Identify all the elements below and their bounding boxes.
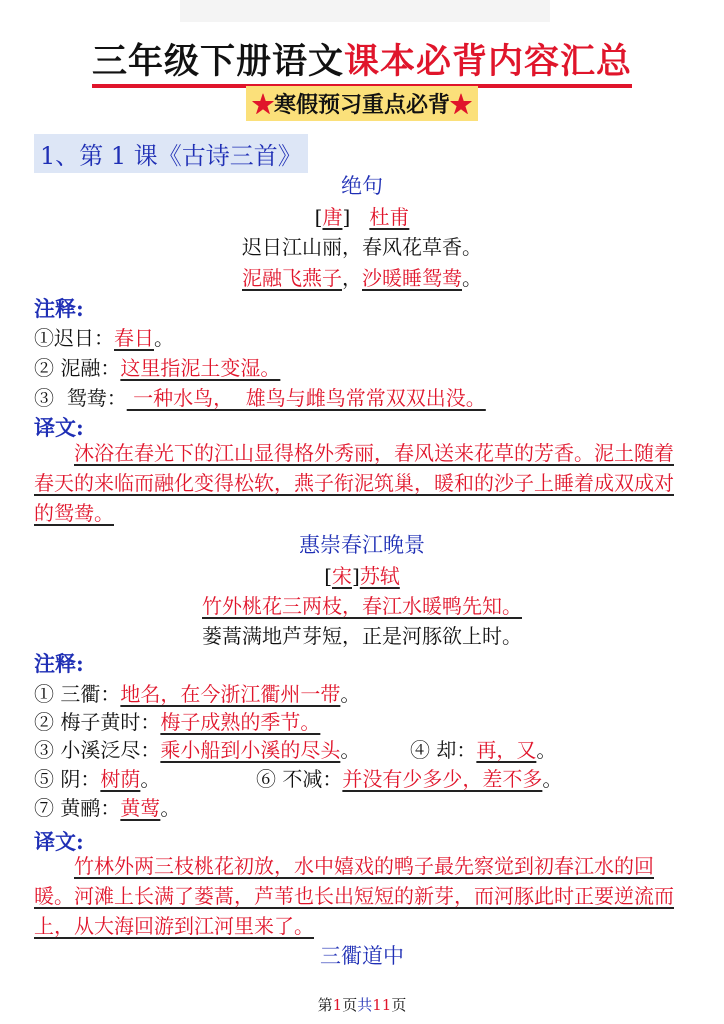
poem-line-sep: ， (342, 266, 362, 290)
title-red: 课本必背内容汇总 (344, 41, 633, 82)
poem-line-part: 沙暖睡鸳鸯 (362, 266, 462, 290)
note-term: ② 梅子黄时： (34, 710, 161, 734)
poem-title: 三衢道中 (320, 944, 404, 968)
note-definition: 树荫 (100, 767, 141, 791)
total-pages: 11 (372, 996, 392, 1014)
note-term: ① 三衢： (34, 682, 121, 706)
title-black: 三年级下册语文 (91, 41, 344, 82)
note-item (410, 734, 610, 763)
note-item (34, 678, 684, 707)
footer-text: 第 (317, 996, 333, 1014)
poem-line: 蒌蒿满地芦芽短，正是河豚欲上时。 (202, 624, 522, 648)
star-icon: ★ (450, 92, 473, 118)
note-item (34, 382, 684, 411)
note-term: ⑦ 黄鹂： (34, 796, 121, 820)
note-definition: 黄莺 (120, 796, 161, 820)
poem-author: 杜甫 (369, 205, 410, 229)
note-term: ④ 却： (410, 738, 477, 762)
note-definition: 并没有少多少，差不多 (342, 767, 543, 791)
note-definition: 一种水鸟， 雄鸟与雌鸟常常双双出没。 (126, 386, 486, 410)
poem-line-part: 泥融飞燕子 (242, 266, 342, 290)
translation-label: 译文: (34, 829, 84, 854)
footer-text: 页 (391, 996, 407, 1014)
note-definition: 地名，在今浙江衢州一带 (120, 682, 341, 706)
translation-text (34, 851, 684, 941)
poem-dynasty: 唐 (322, 205, 343, 229)
section-heading: 1、第 1 课《古诗三首》 (34, 134, 308, 173)
note-end: 。 (536, 738, 557, 762)
note-end: 。 (160, 796, 181, 820)
poem-dynasty: 宋 (332, 564, 352, 588)
note-definition: 再，又 (476, 738, 537, 762)
note-end: 。 (340, 738, 361, 762)
notes-label: 注释: (34, 296, 84, 321)
translation-label: 译文: (34, 415, 84, 440)
subtitle-banner (246, 86, 478, 121)
note-item (34, 792, 684, 821)
poem-title: 绝句 (341, 174, 383, 198)
note-term: ② 泥融： (34, 356, 121, 380)
note-item (34, 322, 684, 351)
note-end: 。 (140, 767, 161, 791)
poem-line (0, 262, 724, 291)
notes-label: 注释: (34, 651, 84, 676)
note-end: 。 (542, 767, 563, 791)
note-item (34, 352, 684, 381)
current-page: 1 (332, 996, 343, 1014)
poem-author-line: [宋]苏轼 (324, 564, 400, 588)
note-definition: 乘小船到小溪的尽头 (160, 738, 341, 762)
poem-line: 迟日江山丽，春风花草香。 (242, 235, 482, 259)
poem-line (0, 590, 724, 619)
note-end: 。 (340, 682, 361, 706)
title-underline (92, 34, 632, 88)
subtitle-text: 寒假预习重点必背 (273, 92, 450, 118)
note-end: 。 (154, 326, 174, 350)
poem-line-end: 。 (462, 266, 482, 290)
note-term: ⑥ 不减： (256, 767, 343, 791)
note-term: ③ 小溪泛尽： (34, 738, 161, 762)
subtitle-row (0, 86, 724, 121)
poem-author: 苏轼 (359, 564, 400, 588)
note-term: ⑤ 阴： (34, 767, 101, 791)
page-title (0, 34, 724, 88)
star-icon: ★ (251, 92, 274, 118)
translation-underline: 沐浴在春光下的江山显得格外秀丽，春风送来花草的芳香。泥土随着春天的来临而融化变得松软，燕子衔泥筑巢，暖和的沙子上睡着成双成对的鸳鸯。 (34, 441, 674, 525)
note-definition: 春日 (114, 326, 154, 350)
note-definition: 这里指泥土变湿。 (120, 356, 281, 380)
note-item (34, 706, 684, 735)
poem-line-text: 竹外桃花三两枝，春江水暖鸭先知。 (202, 594, 522, 618)
poem-author-line: [唐] 杜甫 (314, 205, 410, 229)
top-bar (180, 0, 550, 22)
note-term: ③ 鸳鸯： (34, 386, 127, 410)
note-item (256, 763, 676, 792)
translation-text (34, 438, 684, 528)
page-footer (0, 994, 724, 1015)
note-definition: 梅子成熟的季节。 (160, 710, 321, 734)
poem-title: 惠崇春江晚景 (299, 533, 425, 557)
footer-text: 页 (342, 996, 358, 1014)
translation-underline: 竹林外两三枝桃花初放，水中嬉戏的鸭子最先察觉到初春江水的回暖。河滩上长满了蒌蒿，芦苇也长出短短的新芽，而河豚此时正要逆流而上，从大海回游到江河里来了。 (34, 854, 674, 938)
note-term: ①迟日： (34, 326, 114, 350)
footer-of: 共 (357, 996, 373, 1014)
